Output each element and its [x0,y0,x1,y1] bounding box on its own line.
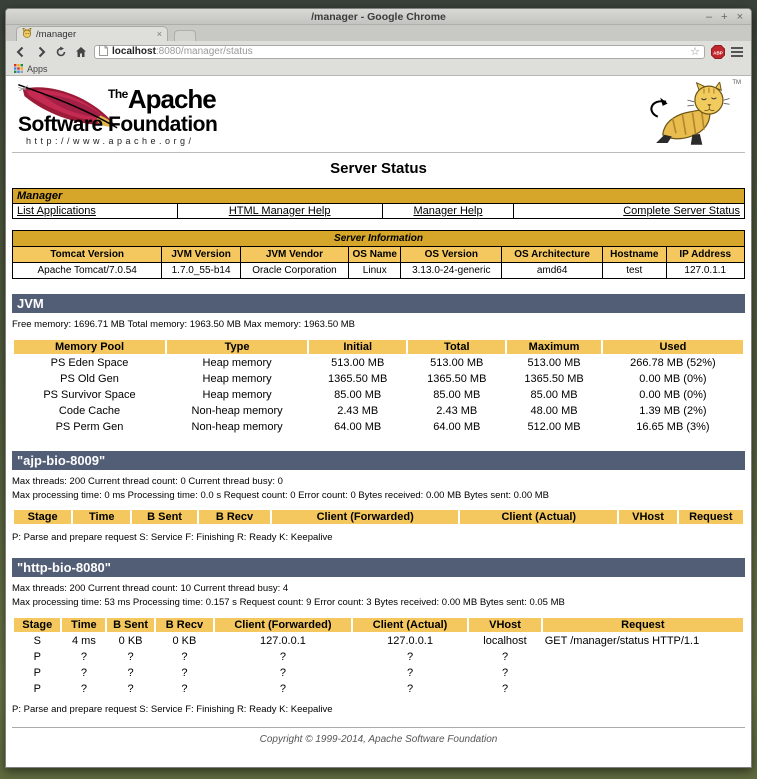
manager-link-cell [13,204,178,219]
close-button[interactable]: × [736,11,743,23]
logo-software-foundation: Software Foundation [18,113,218,136]
http-requests-header-row [14,618,743,632]
column-header: VHost [619,510,676,524]
home-button[interactable] [74,45,88,59]
tab-manager[interactable] [16,26,168,41]
column-header: JVM Vendor [240,247,348,263]
bookmark-star-icon[interactable]: ☆ [690,45,700,58]
table-cell: 4 ms [71,635,96,648]
column-header: IP Address [666,247,744,263]
window-titlebar[interactable] [6,9,751,25]
table-cell: ? [80,651,87,664]
table-cell: ? [406,683,414,696]
table-cell: 16.65 MB (3%) [636,420,710,433]
url-host: localhost [112,46,156,57]
column-header: OS Name [349,247,401,263]
reload-icon [55,46,67,58]
table-cell: 127.0.1.1 [666,263,744,279]
table-cell: P [33,683,41,696]
http-stats-line1: Max threads: 200 Current thread count: 10 Current thread busy: 4 [12,583,289,595]
table-cell: 0 KB [118,635,143,648]
table-cell: ? [181,651,188,664]
table-cell: ? [406,651,414,664]
table-row [14,372,743,386]
table-cell: 64.00 MB [334,420,382,433]
table-cell: PS Eden Space [50,356,129,369]
table-cell: 64.00 MB [433,420,481,433]
table-cell: 266.78 MB (52%) [630,356,716,369]
trademark-label: TM [732,80,741,86]
column-header: Client (Actual) [353,618,467,632]
server-info-table [12,230,745,279]
tab-title: /manager [36,28,77,40]
table-row [14,356,743,370]
copyright-notice: Copyright © 1999-2014, Apache Software Foundation [259,734,498,746]
table-cell: GET /manager/status HTTP/1.1 [544,635,700,648]
table-cell: 2.43 MB [337,404,379,417]
table-row [14,666,743,680]
new-tab-button[interactable] [174,30,196,41]
table-cell: 1365.50 MB [427,372,487,385]
table-cell: 0 KB [172,635,197,648]
table-cell: amd64 [502,263,603,279]
table-cell: P [33,667,41,680]
manager-section-title: Manager [13,189,745,204]
home-icon [75,46,87,58]
table-cell: 513.00 MB [430,356,484,369]
table-row [14,388,743,402]
footer-divider [12,727,745,728]
manager-link-cell [382,204,514,219]
table-cell: ? [279,683,286,696]
table-cell: 127.0.0.1 [260,635,306,648]
column-header: Used [603,340,743,354]
column-header: Request [679,510,743,524]
server-info-section-title: Server Information [13,231,745,247]
maximize-button[interactable]: + [721,11,728,23]
table-cell: ? [80,667,87,680]
table-cell: Code Cache [58,404,121,417]
forward-icon [35,46,47,58]
table-cell: 127.0.0.1 [387,635,433,648]
tomcat-cat-icon [635,82,735,148]
reload-button[interactable] [54,45,68,59]
http-requests-table [12,616,745,698]
column-header: Tomcat Version [13,247,162,263]
table-cell: ? [80,683,87,696]
column-header: B Sent [107,618,153,632]
apps-label[interactable]: Apps [27,63,48,74]
table-cell: 2.43 MB [436,404,478,417]
table-row [14,634,743,648]
http-stats-line2: Max processing time: 53 ms Processing time: 0.157 s Request count: 9 Error count: 3 Bytes received: 0.00 MB Bytes sent: 0.05 MB [12,597,565,609]
table-cell: localhost [483,635,527,648]
table-cell: 85.00 MB [530,388,578,401]
manager-link-cell [514,204,745,219]
table-cell: 85.00 MB [334,388,382,401]
table-cell: Heap memory [202,388,272,401]
table-cell: 512.00 MB [527,420,581,433]
table-cell: 0.00 MB (0%) [639,372,707,385]
table-cell: ? [181,667,188,680]
back-icon [15,46,27,58]
table-cell: 85.00 MB [433,388,481,401]
logo-apache: Apache [127,84,216,114]
table-row [14,682,743,696]
table-cell: ? [279,651,286,664]
table-cell: 1.39 MB (2%) [639,404,707,417]
logo-the: The [108,87,128,101]
table-cell: ? [406,667,414,680]
column-header: Hostname [603,247,666,263]
tomcat-logo [635,82,739,148]
server-info-header-row [13,247,745,263]
manager-link[interactable]: List Applications [17,205,96,217]
column-header: Type [167,340,307,354]
page-icon [99,43,108,61]
column-header: Client (Forwarded) [272,510,458,524]
http-stage-legend: P: Parse and prepare request S: Service F: Finishing R: Ready K: Keepalive [12,704,333,716]
table-cell: 48.00 MB [530,404,578,417]
table-cell: PS Perm Gen [55,420,124,433]
ajp-stats-line1: Max threads: 200 Current thread count: 0 Current thread busy: 0 [12,475,283,487]
table-cell: 513.00 MB [331,356,385,369]
header-divider [12,152,745,153]
table-cell: test [603,263,666,279]
column-header: Stage [14,510,71,524]
column-header: B Recv [156,618,213,632]
table-cell: Heap memory [202,372,272,385]
column-header: Maximum [507,340,600,354]
column-header: VHost [469,618,541,632]
table-cell: ? [501,683,509,696]
table-cell: 0.00 MB (0%) [639,388,707,401]
ajp-requests-header-row [14,510,743,524]
url-path: :8080/manager/status [155,46,253,57]
ajp-requests-table [12,508,745,526]
table-cell: 1365.50 MB [328,372,388,385]
manager-table [12,188,745,219]
column-header: B Sent [132,510,196,524]
column-header: Client (Forwarded) [215,618,351,632]
jvm-summary: Free memory: 1696.71 MB Total memory: 1963.50 MB Max memory: 1963.50 MB [12,319,356,330]
manager-link[interactable]: Complete Server Status [623,205,740,217]
svg-text:ABP: ABP [713,50,723,55]
table-cell: Non-heap memory [191,404,283,417]
table-cell: ? [181,683,188,696]
table-cell: ? [501,667,509,680]
manager-link[interactable]: HTML Manager Help [228,205,331,217]
manager-title-row [13,189,745,204]
page-content [6,76,751,767]
table-row [14,404,743,418]
page-header [12,82,745,148]
http-connector-header: "http-bio-8080" [12,558,745,577]
url-text [112,46,686,57]
table-cell: Oracle Corporation [240,263,348,279]
table-row [14,420,743,434]
browser-window [5,8,752,768]
table-cell: P [33,651,41,664]
manager-link[interactable]: Manager Help [413,205,483,217]
window-title: /manager - Google Chrome [311,10,446,23]
table-cell [543,682,743,696]
page-title: Server Status [330,160,427,177]
table-row [14,650,743,664]
server-info-title-row [13,231,745,247]
column-header: OS Architecture [502,247,603,263]
manager-links-row [13,204,745,219]
column-header: Time [62,618,105,632]
back-button[interactable] [14,45,28,59]
table-cell: 513.00 MB [527,356,581,369]
column-header: JVM Version [162,247,240,263]
column-header: Initial [309,340,406,354]
bookmarks-bar [6,62,751,76]
table-cell: ? [279,667,286,680]
column-header: Memory Pool [14,340,165,354]
logo-url: http://www.apache.org/ [26,136,195,146]
apache-logo[interactable] [12,82,262,148]
ajp-stats-line2: Max processing time: 0 ms Processing time: 0.0 s Request count: 0 Error count: 0 Bytes received: 0.00 MB Bytes sent: 0.00 MB [12,489,549,501]
ajp-stage-legend: P: Parse and prepare request S: Service F: Finishing R: Ready K: Keepalive [12,532,333,544]
apps-grid-icon[interactable] [14,60,23,78]
table-cell [543,666,743,680]
adblock-extension-icon[interactable] [711,45,725,59]
logo-line1 [108,84,216,115]
table-cell: 1.7.0_55-b14 [162,263,240,279]
table-cell: ? [501,651,509,664]
table-cell: 1365.50 MB [524,372,584,385]
table-cell: S [33,635,41,648]
column-header: Total [408,340,505,354]
table-cell: 3.13.0-24-generic [401,263,502,279]
browser-toolbar [6,41,751,62]
manager-link-cell [177,204,382,219]
forward-button[interactable] [34,45,48,59]
minimize-button[interactable]: – [706,11,713,23]
table-cell: Non-heap memory [191,420,283,433]
table-cell [543,650,743,664]
address-bar[interactable] [94,45,705,59]
table-cell: PS Survivor Space [43,388,136,401]
table-cell: ? [127,667,134,680]
memory-pool-header-row [14,340,743,354]
tab-close-icon[interactable]: × [156,29,162,39]
window-controls [706,10,743,24]
column-header: Stage [14,618,60,632]
column-header: Time [73,510,130,524]
table-cell: ? [127,651,134,664]
ajp-connector-header: "ajp-bio-8009" [12,451,745,470]
column-header: Request [543,618,743,632]
table-cell: Heap memory [202,356,272,369]
column-header: Client (Actual) [460,510,617,524]
table-cell: Apache Tomcat/7.0.54 [13,263,162,279]
table-row [13,263,745,279]
column-header: OS Version [401,247,502,263]
jvm-section-header: JVM [12,294,745,313]
table-cell: ? [127,683,134,696]
table-cell: Linux [349,263,401,279]
column-header: B Recv [199,510,271,524]
memory-pool-table [12,338,745,436]
table-cell: PS Old Gen [60,372,119,385]
tab-strip [6,25,751,41]
menu-icon[interactable] [731,47,743,57]
